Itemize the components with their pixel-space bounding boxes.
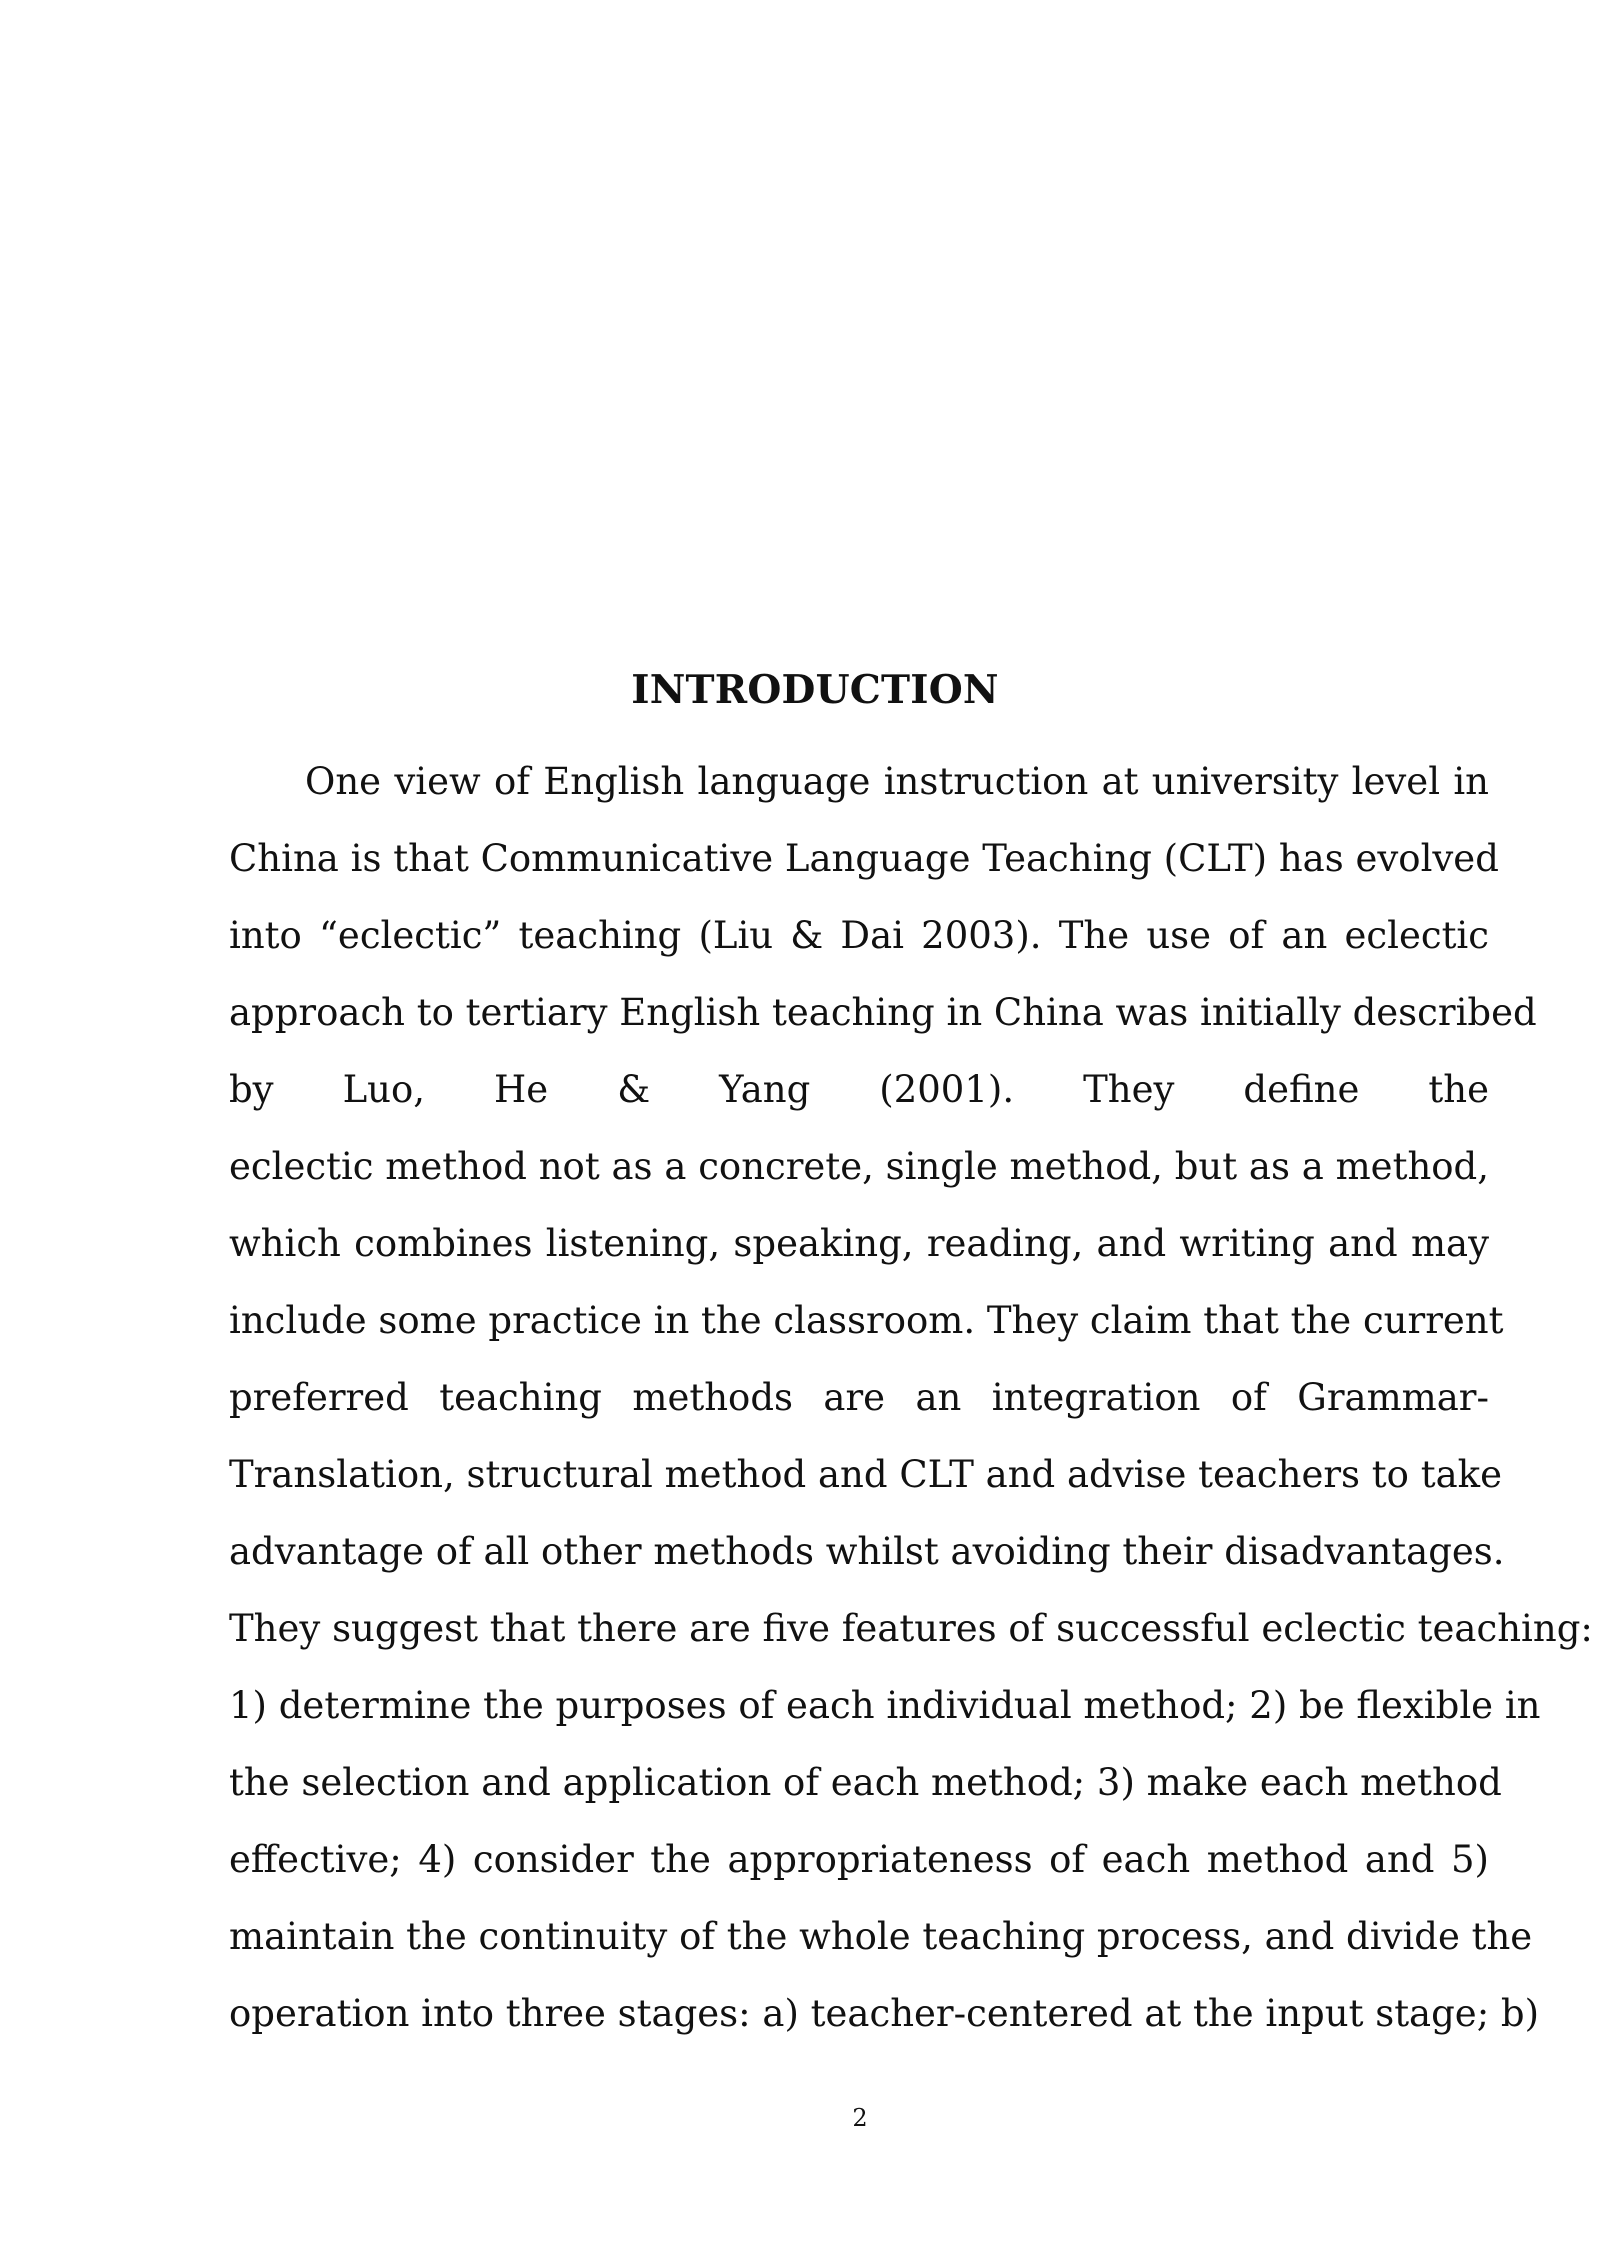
- paragraph-line: maintain the continuity of the whole teaching process, and divide the: [229, 1915, 1533, 1958]
- paragraph-line: include some practice in the classroom. They claim that the current: [229, 1299, 1504, 1342]
- paragraph-line: One view of English language instruction at university level in: [305, 760, 1489, 803]
- paragraph-line: Translation, structural method and CLT and advise teachers to take: [229, 1453, 1502, 1496]
- introduction-paragraph: [229, 743, 1593, 2052]
- paragraph-line: They suggest that there are five features of successful eclectic teaching:: [229, 1607, 1593, 1650]
- paragraph-line: eclectic method not as a concrete, single method, but as a method,: [229, 1145, 1489, 1188]
- paragraph-line: approach to tertiary English teaching in China was initially described: [229, 991, 1537, 1034]
- section-heading: INTRODUCTION: [631, 667, 999, 713]
- paragraph-line: preferred teaching methods are an integration of Grammar-: [229, 1376, 1489, 1419]
- page-number: 2: [852, 2104, 868, 2132]
- paragraph-line: China is that Communicative Language Teaching (CLT) has evolved: [229, 837, 1499, 880]
- paragraph-line: effective; 4) consider the appropriateness of each method and 5): [229, 1838, 1489, 1881]
- paragraph-line: which combines listening, speaking, reading, and writing and may: [229, 1222, 1489, 1265]
- paragraph-line: 1) determine the purposes of each individual method; 2) be flexible in: [229, 1684, 1541, 1727]
- paragraph-line: operation into three stages: a) teacher-centered at the input stage; b): [229, 1992, 1540, 2035]
- paragraph-line: the selection and application of each method; 3) make each method: [229, 1761, 1502, 1804]
- paragraph-line: into “eclectic” teaching (Liu & Dai 2003). The use of an eclectic: [229, 914, 1489, 957]
- paragraph-line: by Luo, He & Yang (2001). They define the: [229, 1068, 1489, 1111]
- paragraph-line: advantage of all other methods whilst avoiding their disadvantages.: [229, 1530, 1505, 1573]
